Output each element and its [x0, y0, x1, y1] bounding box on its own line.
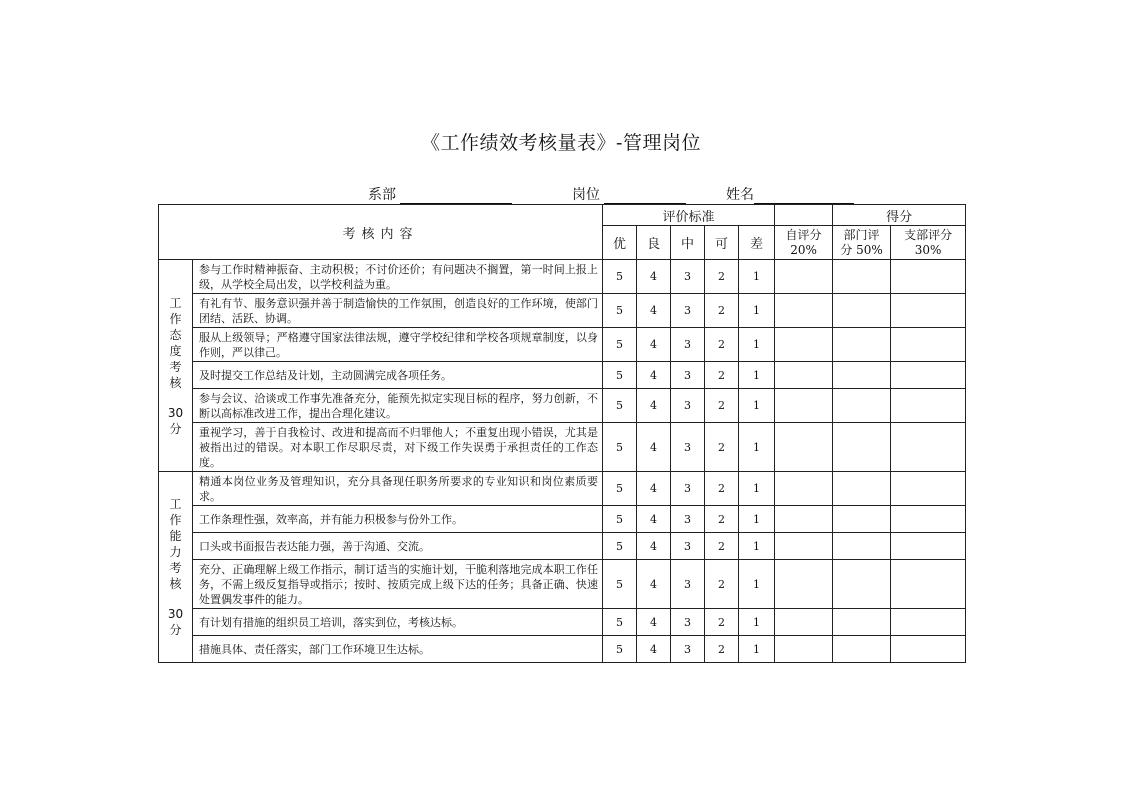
dept-score-cell[interactable] — [833, 506, 891, 533]
grade-score-cell[interactable]: 5 — [603, 362, 637, 389]
category-points: 30 — [167, 607, 184, 621]
branch-eval-header — [891, 226, 966, 260]
grade-score-cell[interactable]: 4 — [637, 533, 671, 560]
criterion-text: 充分、正确理解上级工作指示，制订适当的实施计划，干脆利落地完成本职工作任务，不需上级反复指导或指示；按时、按质完成上级下达的任务；具备正确、快速处置偶发事件的能力。 — [193, 560, 603, 609]
grade-score-cell[interactable]: 1 — [739, 636, 775, 663]
grade-score-cell[interactable]: 1 — [739, 260, 775, 294]
grade-score-cell[interactable]: 4 — [637, 260, 671, 294]
grade-score-cell[interactable]: 1 — [739, 533, 775, 560]
grade-score-cell[interactable]: 2 — [705, 472, 739, 506]
branch-score-cell[interactable] — [891, 362, 966, 389]
grade-score-cell[interactable]: 5 — [603, 389, 637, 423]
grade-score-cell[interactable]: 5 — [603, 506, 637, 533]
dept-input-line[interactable] — [400, 189, 512, 204]
grade-score-cell[interactable]: 3 — [671, 328, 705, 362]
grade-score-cell[interactable]: 1 — [739, 362, 775, 389]
branch-score-cell[interactable] — [891, 328, 966, 362]
self-score-cell[interactable] — [775, 260, 833, 294]
grade-score-cell[interactable]: 5 — [603, 560, 637, 609]
table-row — [159, 506, 966, 533]
branch-score-cell[interactable] — [891, 636, 966, 663]
category-char: 核 — [169, 577, 182, 591]
grade-score-cell[interactable]: 1 — [739, 389, 775, 423]
grade-score-cell[interactable]: 2 — [705, 260, 739, 294]
category-cell — [159, 260, 193, 472]
grade-score-cell[interactable]: 2 — [705, 636, 739, 663]
table-row — [159, 423, 966, 472]
grade-score-cell[interactable]: 1 — [739, 560, 775, 609]
grade-score-cell[interactable]: 3 — [671, 423, 705, 472]
dept-score-cell[interactable] — [833, 533, 891, 560]
dept-score-cell[interactable] — [833, 560, 891, 609]
dept-eval-header — [833, 226, 891, 260]
dept-field — [368, 184, 512, 204]
grade-score-cell[interactable]: 5 — [603, 636, 637, 663]
grade-score-cell[interactable]: 2 — [705, 609, 739, 636]
category-char: 力 — [169, 545, 182, 559]
grade-average-header: 中 — [671, 226, 705, 260]
dept-score-cell[interactable] — [833, 472, 891, 506]
self-score-cell[interactable] — [775, 560, 833, 609]
dept-score-cell[interactable] — [833, 294, 891, 328]
branch-score-cell[interactable] — [891, 472, 966, 506]
post-input-line[interactable] — [604, 189, 686, 204]
criterion-text: 精通本岗位业务及管理知识，充分具备现任职务所要求的专业知识和岗位素质要求。 — [193, 472, 603, 506]
grade-score-cell[interactable]: 3 — [671, 636, 705, 663]
criterion-text: 及时提交工作总结及计划，主动圆满完成各项任务。 — [193, 362, 603, 389]
score-header: 得分 — [833, 205, 966, 226]
self-score-cell[interactable] — [775, 609, 833, 636]
branch-eval-label: 支部评分 — [904, 227, 953, 242]
grade-score-cell[interactable]: 4 — [637, 609, 671, 636]
post-label: 岗位 — [572, 187, 600, 203]
grade-score-cell[interactable]: 2 — [705, 423, 739, 472]
form-header-fields — [0, 184, 1122, 204]
grade-score-cell[interactable]: 1 — [739, 294, 775, 328]
category-gap — [159, 391, 192, 405]
page-title: 《工作绩效考核量表》-管理岗位 — [421, 132, 701, 154]
grade-excellent-header: 优 — [603, 226, 637, 260]
table-row — [159, 328, 966, 362]
category-char: 态 — [169, 327, 182, 342]
grade-poor-header: 差 — [739, 226, 775, 260]
criterion-text: 参与工作时精神振奋、主动积极；不讨价还价；有问题决不搁置，第一时间上报上级，从学校全局出发，以学校利益为重。 — [193, 260, 603, 294]
branch-score-cell[interactable] — [891, 294, 966, 328]
table-row — [159, 389, 966, 423]
category-points: 分 — [169, 623, 182, 637]
self-score-cell[interactable] — [775, 362, 833, 389]
category-points: 分 — [169, 421, 182, 436]
self-score-cell[interactable] — [775, 472, 833, 506]
grade-score-cell[interactable]: 5 — [603, 294, 637, 328]
grade-score-cell[interactable]: 1 — [739, 328, 775, 362]
category-char: 度 — [169, 343, 182, 358]
dept-score-cell[interactable] — [833, 328, 891, 362]
branch-score-cell[interactable] — [891, 506, 966, 533]
self-eval-weight: 20% — [790, 242, 817, 257]
name-input-line[interactable] — [754, 189, 854, 204]
self-score-cell[interactable] — [775, 389, 833, 423]
grade-score-cell[interactable]: 2 — [705, 328, 739, 362]
category-points: 30 — [167, 405, 184, 420]
name-label: 姓名 — [726, 187, 754, 203]
grade-score-cell[interactable]: 1 — [739, 506, 775, 533]
table-row — [159, 560, 966, 609]
grade-score-cell[interactable]: 5 — [603, 533, 637, 560]
category-cell — [159, 472, 193, 663]
self-score-cell[interactable] — [775, 636, 833, 663]
table-row — [159, 533, 966, 560]
criterion-text: 有计划有措施的组织员工培训，落实到位，考核达标。 — [193, 609, 603, 636]
grade-score-cell[interactable]: 5 — [603, 472, 637, 506]
self-score-cell[interactable] — [775, 328, 833, 362]
grade-score-cell[interactable]: 4 — [637, 389, 671, 423]
self-score-cell[interactable] — [775, 506, 833, 533]
grade-score-cell[interactable]: 4 — [637, 328, 671, 362]
grade-score-cell[interactable]: 3 — [671, 362, 705, 389]
grade-score-cell[interactable]: 3 — [671, 560, 705, 609]
grade-score-cell[interactable]: 5 — [603, 328, 637, 362]
grade-score-cell[interactable]: 4 — [637, 560, 671, 609]
grade-score-cell[interactable]: 2 — [705, 533, 739, 560]
dept-score-cell[interactable] — [833, 423, 891, 472]
dept-score-cell[interactable] — [833, 609, 891, 636]
grade-score-cell[interactable]: 3 — [671, 609, 705, 636]
grade-score-cell[interactable]: 3 — [671, 389, 705, 423]
category-char: 能 — [169, 529, 182, 543]
dept-score-cell[interactable] — [833, 636, 891, 663]
table-body — [159, 260, 966, 663]
grade-score-cell[interactable]: 2 — [705, 362, 739, 389]
table-row — [159, 294, 966, 328]
grade-score-cell[interactable]: 2 — [705, 506, 739, 533]
table-row — [159, 636, 966, 663]
table-row — [159, 260, 966, 294]
criterion-text: 参与会议、洽谈或工作事先准备充分，能预先拟定实现目标的程序，努力创新，不断以高标准改进工作，提出合理化建议。 — [193, 389, 603, 423]
dept-score-cell[interactable] — [833, 362, 891, 389]
grade-score-cell[interactable]: 4 — [637, 362, 671, 389]
grade-fair-header: 可 — [705, 226, 739, 260]
grade-score-cell[interactable]: 3 — [671, 506, 705, 533]
grade-score-cell[interactable]: 5 — [603, 609, 637, 636]
grade-score-cell[interactable]: 5 — [603, 423, 637, 472]
grade-score-cell[interactable]: 5 — [603, 260, 637, 294]
branch-score-cell[interactable] — [891, 560, 966, 609]
content-header: 考核内容 — [159, 205, 603, 260]
category-gap — [159, 592, 192, 606]
self-eval-header — [775, 226, 833, 260]
grade-score-cell[interactable]: 2 — [705, 560, 739, 609]
post-field — [572, 184, 686, 204]
table-row — [159, 362, 966, 389]
criterion-text: 工作条理性强，效率高，并有能力积极参与份外工作。 — [193, 506, 603, 533]
dept-label: 系部 — [368, 187, 396, 203]
table-row — [159, 472, 966, 506]
grade-good-header: 良 — [637, 226, 671, 260]
name-field — [726, 184, 854, 204]
criterion-text: 措施具体、责任落实，部门工作环境卫生达标。 — [193, 636, 603, 663]
grade-score-cell[interactable]: 1 — [739, 609, 775, 636]
grade-score-cell[interactable]: 3 — [671, 472, 705, 506]
branch-score-cell[interactable] — [891, 423, 966, 472]
category-char: 工 — [169, 497, 182, 511]
criterion-text: 口头或书面报告表达能力强，善于沟通、交流。 — [193, 533, 603, 560]
grade-score-cell[interactable]: 1 — [739, 472, 775, 506]
criteria-header: 评价标准 — [603, 205, 775, 226]
self-score-cell[interactable] — [775, 423, 833, 472]
dept-score-cell[interactable] — [833, 260, 891, 294]
grade-score-cell[interactable]: 3 — [671, 260, 705, 294]
grade-score-cell[interactable]: 3 — [671, 533, 705, 560]
branch-eval-weight: 30% — [914, 242, 942, 257]
dept-eval-weight: 分 50% — [840, 242, 883, 257]
grade-score-cell[interactable]: 4 — [637, 636, 671, 663]
dept-eval-label: 部门评 — [843, 227, 880, 242]
category-char: 作 — [169, 513, 182, 527]
dept-score-cell[interactable] — [833, 389, 891, 423]
branch-score-cell[interactable] — [891, 609, 966, 636]
category-char: 核 — [169, 375, 182, 390]
grade-score-cell[interactable]: 3 — [671, 294, 705, 328]
category-char: 工 — [169, 295, 182, 310]
branch-score-cell[interactable] — [891, 260, 966, 294]
criterion-text: 重视学习，善于自我检讨、改进和提高而不归罪他人；不重复出现小错误，尤其是被指出过的错误。对本职工作尽职尽责，对下级工作失误勇于承担责任的工作态度。 — [193, 423, 603, 472]
table-header — [159, 205, 966, 260]
category-char: 考 — [169, 561, 182, 575]
category-char: 作 — [169, 311, 182, 326]
grade-score-cell[interactable]: 4 — [637, 472, 671, 506]
branch-score-cell[interactable] — [891, 533, 966, 560]
header-blank-cell — [775, 205, 833, 226]
grade-score-cell[interactable]: 4 — [637, 423, 671, 472]
criterion-text: 有礼有节、服务意识强并善于制造愉快的工作氛围，创造良好的工作环境，使部门团结、活跃、协调。 — [193, 294, 603, 328]
category-char: 考 — [169, 359, 182, 374]
self-score-cell[interactable] — [775, 294, 833, 328]
criterion-text: 服从上级领导；严格遵守国家法律法规，遵守学校纪律和学校各项规章制度，以身作则，严以律己。 — [193, 328, 603, 362]
table-row — [159, 609, 966, 636]
grade-score-cell[interactable]: 4 — [637, 506, 671, 533]
self-eval-label: 自评分 — [785, 227, 822, 242]
grade-score-cell[interactable]: 1 — [739, 423, 775, 472]
grade-score-cell[interactable]: 2 — [705, 294, 739, 328]
grade-score-cell[interactable]: 2 — [705, 389, 739, 423]
self-score-cell[interactable] — [775, 533, 833, 560]
grade-score-cell[interactable]: 4 — [637, 294, 671, 328]
branch-score-cell[interactable] — [891, 389, 966, 423]
assessment-table — [158, 204, 966, 663]
